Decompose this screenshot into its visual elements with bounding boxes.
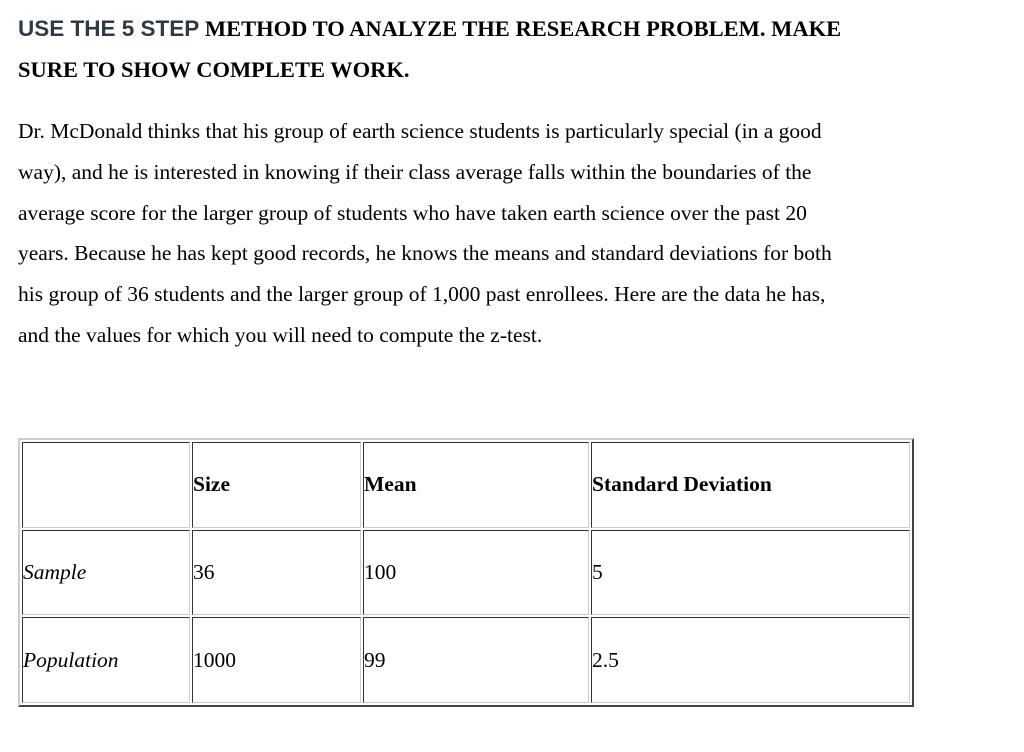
header-cell-size: Size: [192, 442, 361, 528]
table-header-row: [22, 442, 910, 528]
row-label: Sample: [22, 530, 190, 616]
header-cell-sd: Standard Deviation: [591, 442, 910, 528]
table-row: [22, 530, 910, 616]
heading-line2: SURE TO SHOW COMPLETE WORK.: [18, 57, 410, 82]
paragraph-line: and the values for which you will need to compute the z-test.: [18, 322, 543, 347]
header-cell-mean: Mean: [363, 442, 589, 528]
problem-heading: [18, 8, 1018, 90]
heading-line1: METHOD TO ANALYZE THE RESEARCH PROBLEM. MAKE: [204, 16, 842, 41]
cell-sd: 2.5: [591, 617, 910, 703]
cell-size: 1000: [192, 617, 361, 703]
cell-size: 36: [192, 530, 361, 616]
paragraph-line: way), and he is interested in knowing if their class average falls within the boundaries of the: [18, 159, 812, 184]
paragraph-line: his group of 36 students and the larger group of 1,000 past enrollees. Here are the data he has,: [18, 282, 826, 307]
cell-sd: 5: [591, 530, 910, 616]
paragraph-line: Dr. McDonald thinks that his group of earth science students is particularly special (in a good: [18, 119, 822, 143]
header-cell-empty: [22, 442, 190, 528]
table-row: [22, 617, 910, 703]
paragraph-line: average score for the larger group of students who have taken earth science over the past 20: [18, 200, 807, 225]
paragraph-line: years. Because he has kept good records, he knows the means and standard deviations for both: [18, 241, 832, 266]
heading-sans-part: USE THE 5 STEP: [18, 16, 200, 41]
cell-mean: 100: [363, 530, 589, 616]
row-label: Population: [22, 617, 190, 703]
problem-description: [18, 111, 1018, 356]
cell-mean: 99: [363, 617, 589, 703]
data-table: [18, 438, 914, 707]
